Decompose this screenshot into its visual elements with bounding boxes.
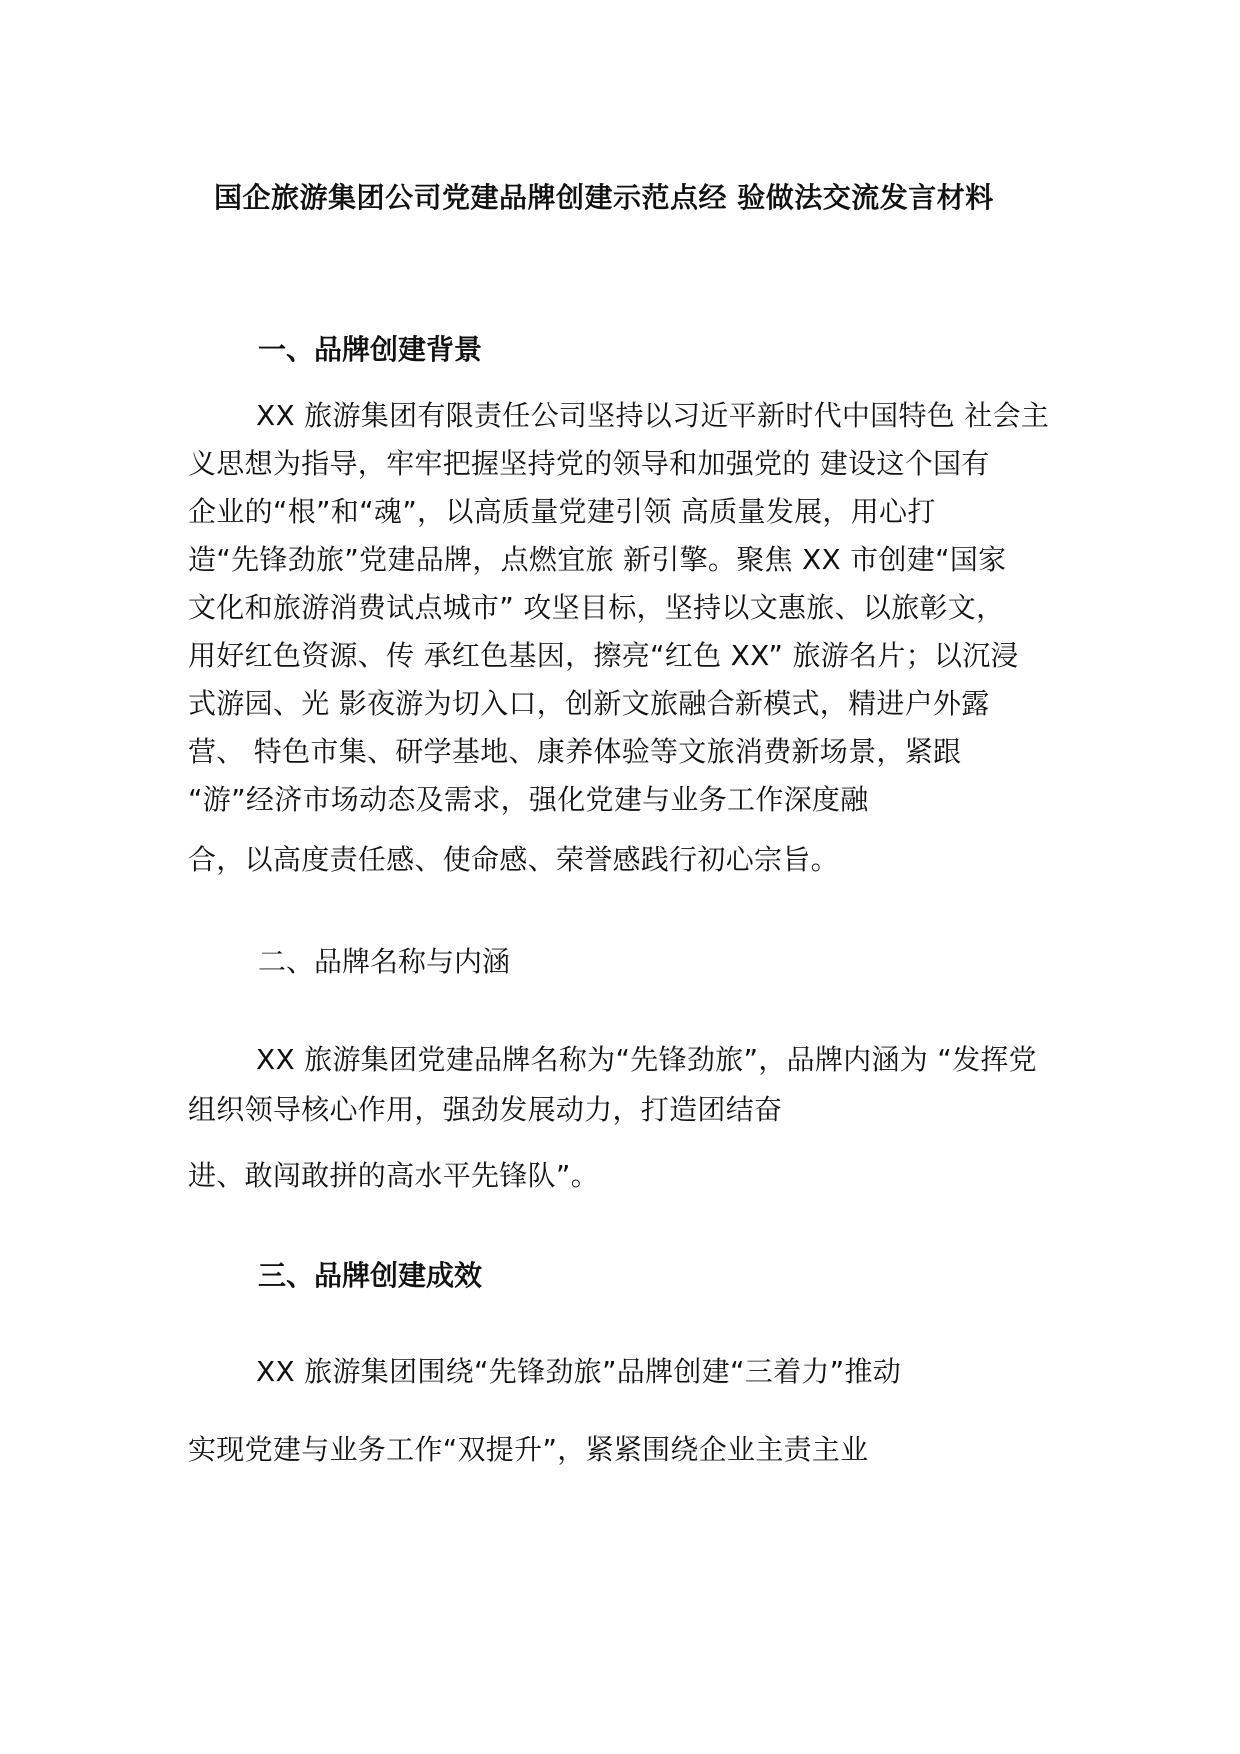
paragraph-line: 实现党建与业务工作“双提升”，紧紧围绕企业主责主业 xyxy=(188,1433,869,1466)
section-heading-results: 三、品牌创建成效 xyxy=(258,1259,483,1292)
paragraph-line: 合，以高度责任感、使命感、荣誉感践行初心宗旨。 xyxy=(188,843,839,876)
section-heading-brand-name: 二、品牌名称与内涵 xyxy=(258,945,511,978)
paragraph-line: 文化和旅游消费试点城市” 攻坚目标，坚持以文惠旅、以旅彰文， xyxy=(188,591,1005,624)
paragraph-line: 造“先锋劲旅”党建品牌，点燃宜旅 新引擎。聚焦 XX 市创建“国家 xyxy=(188,543,1007,576)
document-title: 国企旅游集团公司党建品牌创建示范点经 验做法交流发言材料 xyxy=(214,181,994,214)
paragraph-line: 进、敢闯敢拼的高水平先锋队”。 xyxy=(188,1159,600,1192)
paragraph-line: 企业的“根”和“魂”，以高质量党建引领 高质量发展，用心打 xyxy=(188,495,936,528)
paragraph-line: 用好红色资源、传 承红色基因，擦亮“红色 XX” 旅游名片；以沉浸 xyxy=(188,639,1019,672)
paragraph-line: XX 旅游集团围绕“先锋劲旅”品牌创建“三着力”推动 xyxy=(256,1355,902,1388)
paragraph-line: XX 旅游集团党建品牌名称为“先锋劲旅”，品牌内涵为 “发挥党 xyxy=(256,1043,1037,1076)
paragraph-line: “游”经济市场动态及需求，强化党建与业务工作深度融 xyxy=(188,783,869,816)
section-heading-background: 一、品牌创建背景 xyxy=(258,333,483,366)
paragraph-line: 营、 特色市集、研学基地、康养体验等文旅消费新场景，紧跟 xyxy=(188,735,962,768)
paragraph-line: 式游园、光 影夜游为切入口，创新文旅融合新模式，精进户外露 xyxy=(188,687,990,720)
paragraph-line: XX 旅游集团有限责任公司坚持以习近平新时代中国特色 社会主 xyxy=(256,399,1050,432)
paragraph-line: 义思想为指导，牢牢把握坚持党的领导和加强党的 建设这个国有 xyxy=(188,447,990,480)
paragraph-line: 组织领导核心作用，强劲发展动力，打造团结奋 xyxy=(188,1093,783,1126)
